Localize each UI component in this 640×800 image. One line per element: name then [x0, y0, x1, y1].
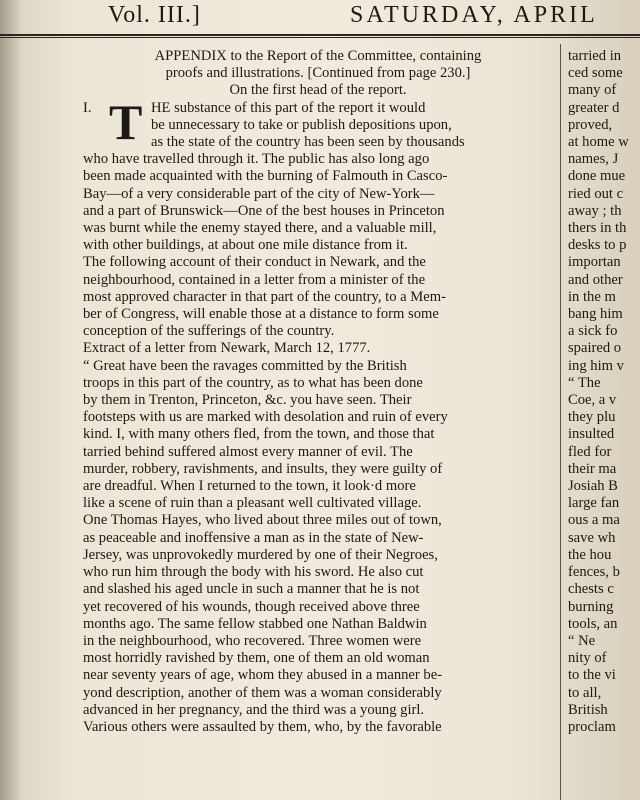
right-line: proclam [568, 718, 616, 735]
letter-line: kind. I, with many others fled, from the town, and those that [83, 426, 435, 443]
right-line: “ Ne [568, 632, 596, 649]
right-line: thers in th [568, 220, 627, 237]
right-line: away ; th [568, 202, 622, 219]
right-line: save wh [568, 529, 616, 546]
right-line: bang him [568, 306, 623, 323]
right-line: large fan [568, 495, 620, 512]
article-title-line-1: APPENDIX to the Report of the Committee, containing [154, 48, 482, 64]
para2-line: most approved character in that part of the country, to a Mem- [83, 288, 446, 305]
right-line: at home w [568, 134, 629, 151]
para1-line: HE substance of this part of the report it would [151, 99, 426, 116]
first-paragraph [83, 93, 553, 255]
para1-line: Bay—of a very considerable part of the city of New-York— [83, 185, 435, 202]
article-title-line-2: proofs and illustrations. [Continued from page 230.] [165, 65, 471, 82]
second-paragraph [83, 254, 553, 340]
para1-line: as the state of the country has been seen by thousands [151, 134, 465, 151]
right-line: fences, b [568, 564, 620, 581]
letter-line: One Thomas Hayes, who lived about three miles out of town, [83, 512, 442, 529]
para1-line: be unnecessary to take or publish depositions upon, [151, 116, 452, 133]
para1-line: been made acquainted with the burning of Falmouth in Casco- [83, 168, 448, 185]
right-line: importan [568, 254, 621, 271]
para2-line: conception of the sufferings of the country. [83, 323, 335, 340]
right-line: in the m [568, 288, 616, 305]
column-rule [560, 44, 561, 800]
right-line: tarried in [568, 48, 622, 64]
letter-line: are dreadful. When I returned to the town, it look·d more [83, 478, 416, 495]
letter-line: troops in this part of the country, as to what has been done [83, 374, 423, 391]
letter-line: Various others were assaulted by them, who, by the favorable [83, 718, 442, 735]
article-subhead: On the first head of the report. [229, 82, 407, 99]
right-line: greater d [568, 99, 620, 116]
right-line: a sick fo [568, 323, 618, 340]
right-line: spaired o [568, 340, 622, 357]
right-line: ing him v [568, 357, 624, 374]
right-line: chests c [568, 581, 614, 598]
para2-line: ber of Congress, will enable those at a distance to form some [83, 306, 439, 323]
right-line: ced some [568, 65, 623, 82]
right-line: ried out c [568, 185, 624, 202]
letter-line: near seventy years of age, whom they abused in a manner be- [83, 667, 443, 684]
main-column [83, 48, 553, 736]
right-line: desks to p [568, 237, 627, 254]
letter-line: like a scene of ruin than a pleasant well cultivated village. [83, 495, 422, 512]
para1-line: was burnt while the enemy stayed there, and a valuable mill, [83, 220, 437, 237]
letter-line: yond description, another of them was a woman considerably [83, 684, 442, 701]
letter-line: advanced in her pregnancy, and the third was a young girl. [83, 701, 425, 718]
letter-line: tarried behind suffered almost every manner of evil. The [83, 443, 413, 460]
right-line: burning [568, 598, 614, 615]
letter-line: yet recovered of his wounds, though received above three [83, 598, 420, 615]
right-line: nity of [568, 650, 607, 667]
right-line: tools, an [568, 615, 618, 632]
letter-line: footsteps with us are marked with desolation and ruin of every [83, 409, 448, 426]
volume-label: Vol. III.] [108, 2, 201, 28]
right-line: many of [568, 82, 617, 99]
para1-line: with other buildings, at about one mile distance from it. [83, 237, 408, 254]
right-column [568, 48, 640, 736]
letter-line: by them in Trenton, Princeton, &c. you have seen. Their [83, 392, 412, 409]
right-line: fled for [568, 443, 612, 460]
para1-line: who have travelled through it. The public has also long ago [83, 151, 430, 168]
letter-line: in the neighbourhood, who recovered. Three women were [83, 632, 422, 649]
right-line: they plu [568, 409, 616, 426]
right-line: to all, [568, 684, 602, 701]
para2-line: The following account of their conduct in Newark, and the [83, 254, 426, 271]
right-line: Coe, a v [568, 392, 617, 409]
letter-line: who run him through the body with his sword. He also cut [83, 564, 424, 581]
right-line: and other [568, 271, 623, 288]
letter-line: “ Great have been the ravages committed by the British [83, 357, 407, 374]
masthead-strip [0, 0, 640, 36]
letter-line: murder, robbery, ravishments, and insults, they were guilty of [83, 460, 443, 477]
binding-shadow [0, 0, 22, 800]
letter-line: most horridly ravished by them, one of them an old woman [83, 650, 430, 667]
right-line: Josiah B [568, 478, 618, 495]
right-line: their ma [568, 460, 617, 477]
section-numeral: I. [83, 99, 92, 116]
drop-cap: T [109, 93, 143, 150]
right-line: the hou [568, 546, 612, 563]
para1-line: and a part of Brunswick—One of the best houses in Princeton [83, 202, 445, 219]
right-line: ous a ma [568, 512, 620, 529]
para2-line: neighbourhood, contained in a letter from a minister of the [83, 271, 426, 288]
date-label: SATURDAY, APRIL [350, 2, 598, 28]
right-line: to the vi [568, 667, 616, 684]
right-line: “ The [568, 374, 601, 391]
right-line: done mue [568, 168, 626, 185]
extract-heading: Extract of a letter from Newark, March 12, 1777. [83, 340, 371, 357]
header-rule [0, 37, 640, 38]
letter-paragraph [83, 358, 553, 736]
letter-line: as peaceable and inoffensive a man as in the state of New- [83, 529, 424, 546]
letter-line: months ago. The same fellow stabbed one Nathan Baldwin [83, 615, 427, 632]
right-line: proved, [568, 116, 613, 133]
right-line: names, J [568, 151, 619, 168]
right-line: insulted [568, 426, 615, 443]
letter-line: and slashed his aged uncle in such a manner that he is not [83, 581, 420, 598]
right-line: British [568, 701, 608, 718]
letter-line: Jersey, was unprovokedly murdered by one of their Negroes, [83, 546, 438, 563]
